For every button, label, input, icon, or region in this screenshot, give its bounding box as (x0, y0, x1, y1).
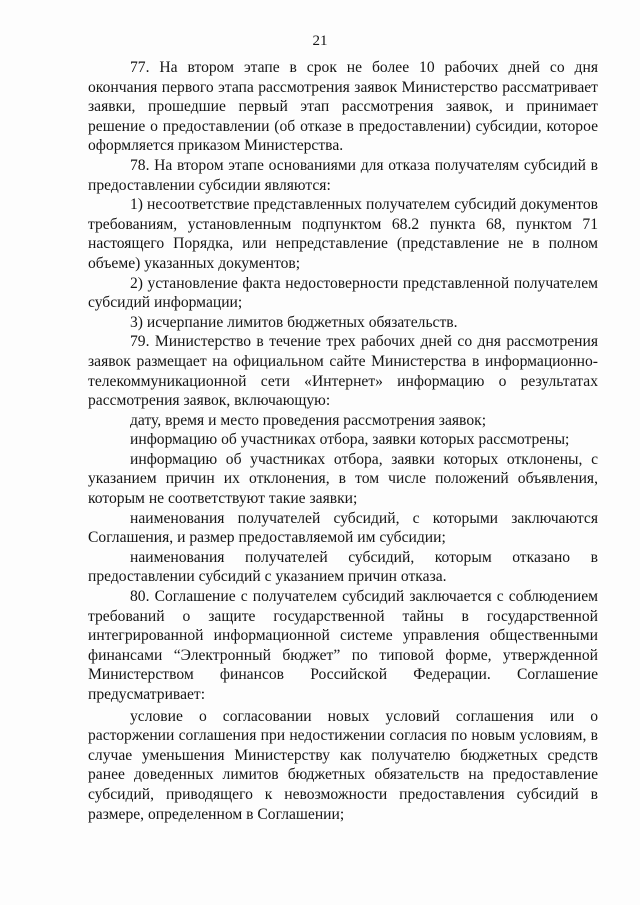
paragraph-79-item-2: информацию об участниках отбора, заявки которых рассмотрены; (130, 431, 570, 449)
paragraph-80: 80. Соглашение с получателем субсидий заключается с соблюдением требований о защите государственной тайны в государственной интегрированной информационной системе управления общественными финансами “Электронный бюджет” по типовой форме, утвержденной Министерством финансов Российской Федерации. Соглашение предусматривает: (88, 588, 598, 703)
page-number: 21 (312, 33, 328, 49)
document-body (88, 58, 598, 824)
paragraph-77: 77. На втором этапе в срок не более 10 рабочих дней со дня окончания первого этапа рассмотрения заявок Министерство рассматривает заявки, прошедшие первый этап рассмотрения заявок, и принимает решение о предоставлении (об отказе в предоставлении) субсидии, которое оформляется приказом Министерства. (88, 59, 598, 155)
paragraph-79-item-3: информацию об участниках отбора, заявки которых отклонены, с указанием причин их отклонения, в том числе положений объявления, которым не соответствуют такие заявки; (88, 450, 598, 508)
paragraph-78-item-3: 3) исчерпание лимитов бюджетных обязательств. (130, 313, 458, 331)
paragraph-79-item-4: наименования получателей субсидий, с которыми заключаются Соглашения, и размер предоставляемой им субсидии; (88, 509, 598, 547)
paragraph-78-item-1: 1) несоответствие представленных получателем субсидий документов требованиям, установленным подпунктом 68.2 пункта 68, пунктом 71 настоящего Порядка, или непредставление (представление не в полном объеме) указанных документов; (88, 196, 598, 272)
paragraph-78-item-2: 2) установление факта недостоверности представленной получателем субсидий информации; (88, 274, 598, 312)
paragraph-78: 78. На втором этапе основаниями для отказа получателям субсидий в предоставлении субсидии являются: (88, 156, 598, 194)
paragraph-79-item-1: дату, время и место проведения рассмотрения заявок; (130, 411, 487, 429)
paragraph-79-item-5: наименования получателей субсидий, которым отказано в предоставлении субсидий с указанием причин отказа. (88, 548, 598, 586)
paragraph-79: 79. Министерство в течение трех рабочих дней со дня рассмотрения заявок размещает на официальном сайте Министерства в информационно-телекоммуникационной сети «Интернет» информацию о результатах рассмотрения заявок, включающую: (88, 333, 598, 410)
paragraph-80-condition: условие о согласовании новых условий соглашения или о расторжении соглашения при недостижении согласия по новым условиям, в случае уменьшения Министерству как получателю бюджетных средств ранее доведенных лимитов бюджетных обязательств на предоставление субсидий, приводящего к невозможности предоставления субсидий в размере, определенном в Соглашении; (88, 707, 598, 823)
